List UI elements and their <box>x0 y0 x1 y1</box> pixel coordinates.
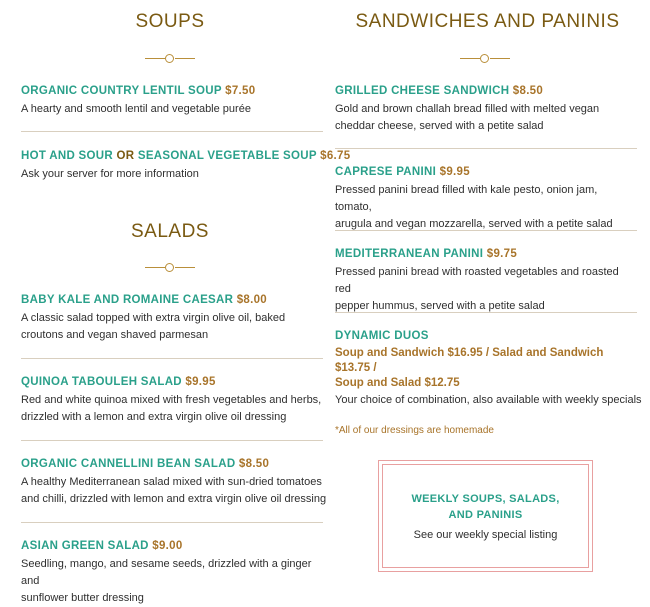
item-description: Ask your server for more information <box>21 168 199 180</box>
divider <box>21 131 323 132</box>
item-description-line: drizzled with a lemon and extra virgin olive oil dressing <box>21 411 287 423</box>
item-description-line: arugula and vegan mozzarella, served with a petite salad <box>335 218 613 230</box>
item-name: ASIAN GREEN SALAD <box>21 540 149 552</box>
divider <box>335 148 637 149</box>
menu-item-grilled-cheese <box>335 84 637 135</box>
item-name-b: SEASONAL VEGETABLE SOUP <box>137 150 317 162</box>
item-description-line: croutons and vegan shaved parmesan <box>21 329 209 341</box>
item-price: $8.50 <box>238 458 270 470</box>
weekly-specials-box <box>378 460 593 572</box>
item-description-line: Pressed panini bread filled with kale pesto, onion jam, tomato, <box>335 184 598 213</box>
item-description-line: A healthy Mediterranean salad mixed with sun-dried tomatoes <box>21 476 322 488</box>
menu-item-asian-green-salad <box>21 539 323 607</box>
divider <box>21 522 323 523</box>
item-name: MEDITERRANEAN PANINI <box>335 248 484 260</box>
item-price: $8.50 <box>512 85 544 97</box>
item-name: DYNAMIC DUOS <box>335 330 429 342</box>
divider <box>335 230 637 231</box>
item-description: Your choice of combination, also available with weekly specials <box>335 394 642 406</box>
item-name: ORGANIC COUNTRY LENTIL SOUP <box>21 85 222 97</box>
item-name: ORGANIC CANNELLINI BEAN SALAD <box>21 458 236 470</box>
weekly-specials-box-inner <box>382 464 589 568</box>
menu-item-lentil-soup <box>21 84 323 118</box>
salads-ornament <box>145 263 195 273</box>
dressings-note: *All of our dressings are homemade <box>335 425 494 436</box>
item-description-line: and chilli, drizzled with lemon and extra virgin olive oil dressing <box>21 493 327 505</box>
item-description-line: Red and white quinoa mixed with fresh vegetables and herbs, <box>21 394 322 406</box>
item-description-line: pepper hummus, served with a petite salad <box>335 300 545 312</box>
menu-item-mediterranean-panini <box>335 247 637 315</box>
item-price: $7.50 <box>225 85 256 97</box>
item-price: $6.75 <box>320 150 351 162</box>
divider <box>335 312 637 313</box>
menu-item-quinoa-salad <box>21 375 323 426</box>
sandwiches-heading: SANDWICHES AND PANINIS <box>355 11 620 32</box>
item-price: $9.95 <box>439 166 470 178</box>
menu-item-caprese-panini <box>335 165 637 233</box>
soups-heading: SOUPS <box>135 11 205 32</box>
item-description-line: sunflower butter dressing <box>21 592 144 604</box>
item-or: OR <box>116 150 135 162</box>
item-price: $8.00 <box>236 294 267 306</box>
item-price: $9.00 <box>152 540 183 552</box>
menu-item-hot-and-sour-soup <box>21 149 351 183</box>
item-name-a: HOT AND SOUR <box>21 150 113 162</box>
duos-prices-line: Soup and Sandwich $16.95 / Salad and Sandwich $13.75 / <box>335 347 604 374</box>
soups-ornament <box>145 54 195 64</box>
item-description-line: cheddar cheese, served with a petite salad <box>335 120 544 132</box>
weekly-box-title: WEEKLY SOUPS, SALADS, <box>411 493 560 505</box>
duos-prices-line: Soup and Salad $12.75 <box>335 377 460 389</box>
weekly-box-text: See our weekly special listing <box>413 529 558 541</box>
divider <box>21 358 323 359</box>
item-price: $9.95 <box>185 376 216 388</box>
divider <box>21 440 323 441</box>
item-description-line: A classic salad topped with extra virgin olive oil, baked <box>21 312 286 324</box>
sandwiches-ornament <box>460 54 510 64</box>
item-description-line: Gold and brown challah bread filled with melted vegan <box>335 103 600 115</box>
item-description-line: Pressed panini bread with roasted vegetables and roasted red <box>335 266 619 295</box>
weekly-box-title: AND PANINIS <box>448 509 523 521</box>
item-name: CAPRESE PANINI <box>335 166 437 178</box>
menu-item-cannellini-salad <box>21 457 331 508</box>
menu-item-caesar-salad <box>21 293 323 344</box>
item-name: BABY KALE AND ROMAINE CAESAR <box>21 294 234 306</box>
item-name: QUINOA TABOULEH SALAD <box>21 376 182 388</box>
item-price: $9.75 <box>486 248 518 260</box>
salads-heading: SALADS <box>131 221 209 242</box>
menu-item-dynamic-duos <box>335 329 640 409</box>
item-description: A hearty and smooth lentil and vegetable purée <box>21 103 251 115</box>
item-name: GRILLED CHEESE SANDWICH <box>335 85 510 97</box>
item-description-line: Seedling, mango, and sesame seeds, drizzled with a ginger and <box>21 558 312 587</box>
